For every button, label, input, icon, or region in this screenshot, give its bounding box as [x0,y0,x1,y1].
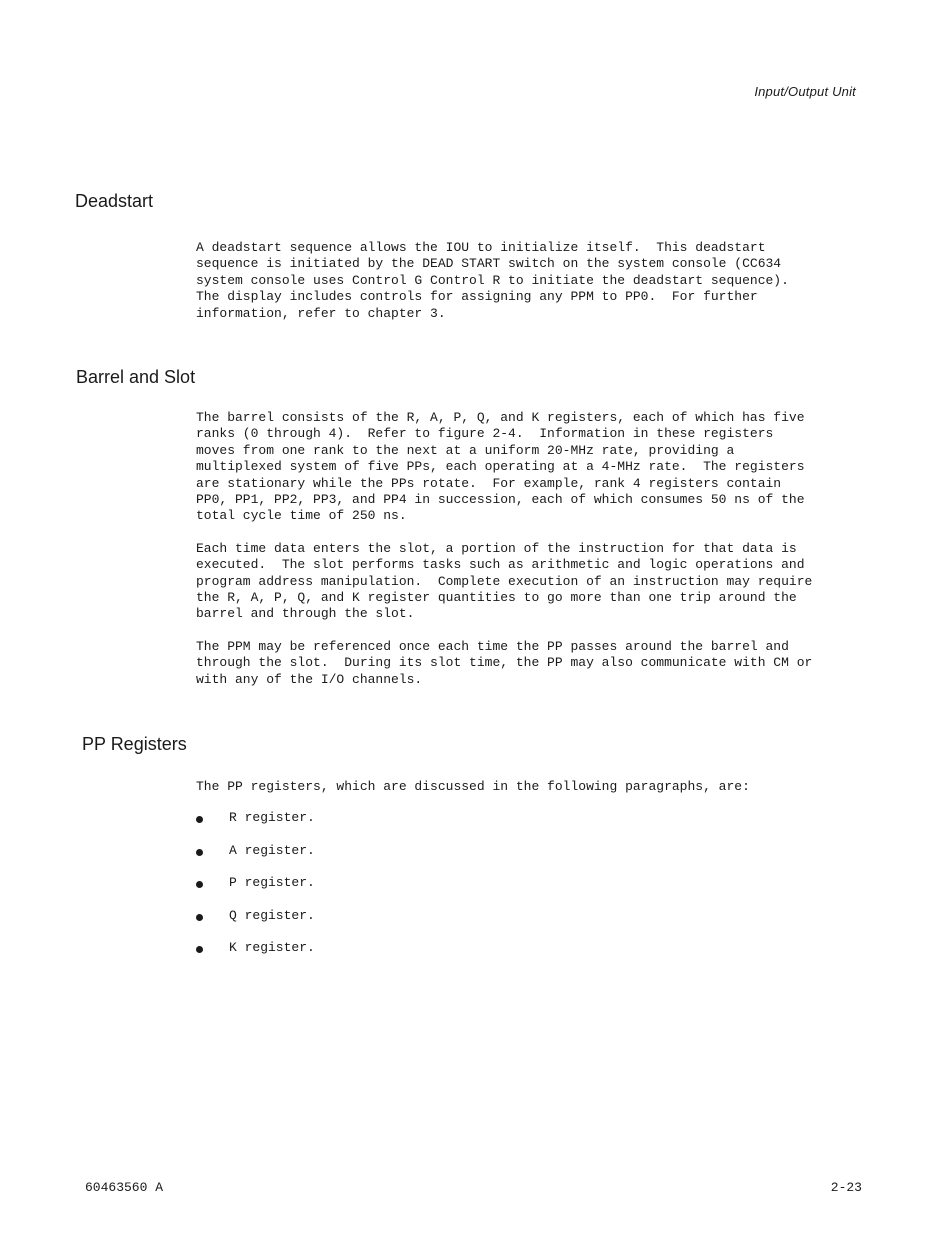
footer-page-number: 2-23 [830,1180,862,1195]
bullet-icon [196,946,203,953]
list-item-label: R register. [229,810,315,825]
deadstart-line: system console uses Control G Control R to initiate the deadstart sequence). [196,272,789,288]
deadstart-line: sequence is initiated by the DEAD START switch on the system console (CC634 [196,256,782,272]
section-heading-barrel-and-slot: Barrel and Slot [76,367,196,387]
slot-line: program address manipulation. Complete execution of an instruction may require [196,573,813,589]
deadstart-line: The display includes controls for assigning any PPM to PP0. For further [196,289,758,305]
slot-line: the R, A, P, Q, and K register quantities to go more than one trip around the [196,590,797,606]
slot-line: Each time data enters the slot, a portion of the instruction for that data is [196,540,797,556]
deadstart-line: information, refer to chapter 3. [196,305,446,321]
ppm-line: with any of the I/O channels. [196,671,423,687]
barrel-and-slot-body [196,410,896,688]
list-item-label: A register. [229,842,315,858]
section-heading-deadstart: Deadstart [75,191,154,211]
barrel-line: multiplexed system of five PPs, each operating at a 4-MHz rate. The registers [196,459,805,475]
list-item [196,843,315,876]
bullet-icon [196,914,203,921]
bullet-icon [196,849,203,856]
barrel-line: The barrel consists of the R, A, P, Q, and K registers, each of which has five [196,410,805,425]
pp-registers-intro [196,779,896,795]
section-heading-pp-registers: PP Registers [82,734,187,754]
bullet-icon [196,881,203,888]
list-item-label: Q register. [229,907,315,923]
slot-line: executed. The slot performs tasks such as arithmetic and logic operations and [196,557,805,573]
barrel-line: ranks (0 through 4). Refer to figure 2-4. Information in these registers [196,426,774,442]
barrel-line: are stationary while the PPs rotate. For example, rank 4 registers contain [196,475,782,491]
list-item [196,908,315,941]
slot-line: barrel and through the slot. [196,606,415,622]
list-item [196,940,315,973]
bullet-icon [196,816,203,823]
running-head: Input/Output Unit [754,84,856,99]
list-item [196,810,315,843]
barrel-line: PP0, PP1, PP2, PP3, and PP4 in succession, each of which consumes 50 ns of the [196,492,805,508]
deadstart-line: A deadstart sequence allows the IOU to initialize itself. This deadstart [196,240,766,255]
barrel-line: total cycle time of 250 ns. [196,508,407,524]
list-item-label: P register. [229,875,315,890]
barrel-line: moves from one rank to the next at a uniform 20-MHz rate, providing a [196,442,735,458]
ppm-line: through the slot. During its slot time, the PP may also communicate with CM or [196,655,813,671]
list-item-label: K register. [229,940,315,955]
pp-registers-list [196,810,315,973]
ppm-line: The PPM may be referenced once each time the PP passes around the barrel and [196,638,789,654]
list-item [196,875,315,908]
deadstart-body [196,240,896,322]
pp-registers-intro-line: The PP registers, which are discussed in the following paragraphs, are: [196,779,750,794]
footer-doc-number: 60463560 A [85,1180,164,1195]
